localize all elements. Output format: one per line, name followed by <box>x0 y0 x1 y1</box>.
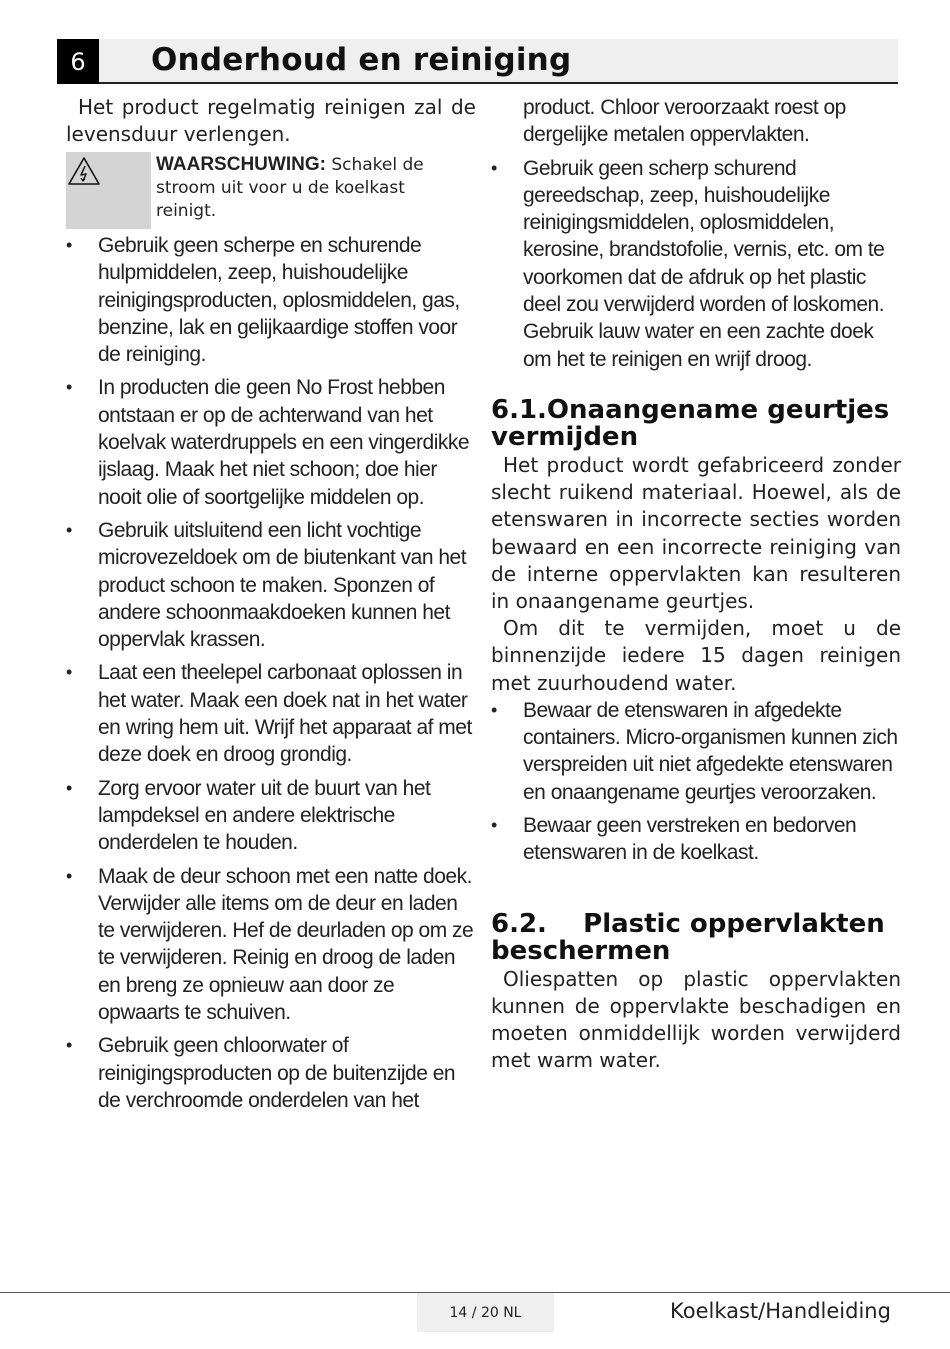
warning-icon-box <box>66 152 151 229</box>
bullet-icon: • <box>66 235 72 255</box>
section-number: 6 <box>57 39 99 84</box>
continued-list <box>491 94 901 373</box>
list-item: • Gebruik uitsluitend een licht vochtige microvezeldoek om de biutenkant van het product schoon te maken. Sponzen of andere schoonmaakdoeken kunnen het oppervlak krassen. <box>66 518 467 652</box>
list-item: • Laat een theelepel carbonaat oplossen in het water. Maak een doek nat in het water en wring hem uit. Wrijf het apparaat af met deze doek en droog grondig. <box>66 661 472 767</box>
paragraph: Oliespatten op plastic oppervlakten kunnen de oppervlakte beschadigen en moeten onmiddellijk worden verwijderd met warm water. <box>491 966 901 1073</box>
bullet-icon: • <box>491 157 497 178</box>
left-column <box>66 94 476 1120</box>
warning-triangle-lightning-icon <box>67 155 101 187</box>
section-title: Onderhoud en reiniging <box>151 42 572 78</box>
subsection-heading-6-1: 6.1.Onaangename geurtjes vermijden <box>491 394 890 452</box>
list-item: • Bewaar de etenswaren in afgedekte containers. Micro-organismen kunnen zich verspreiden uit niet afgedekte etenswaren en onaangename geurtjes veroorzaken. <box>491 698 898 804</box>
list-item: • Gebruik geen chloorwater of reinigingsproducten op de buitenzijde en de verchroomde onderdelen van het <box>66 1034 456 1112</box>
list-item-continued: product. Chloor veroorzaakt roest op dergelijke metalen oppervlakten. <box>523 96 846 147</box>
cleaning-instructions-list <box>66 232 476 1114</box>
warning-box <box>66 152 476 232</box>
list-item: • Bewaar geen verstreken en bedorven etenswaren in de koelkast. <box>491 813 857 865</box>
bullet-icon: • <box>66 777 72 798</box>
list-item: • Zorg ervoor water uit de buurt van het lampdeksel en andere elektrische onderdelen te houden. <box>66 776 431 855</box>
paragraph: Het product wordt gefabriceerd zonder slecht ruikend materiaal. Hoewel, als de etenswaren in incorrecte secties worden bewaard en een incorrecte reiniging van de interne oppervlakten kan resulteren in onaangename geurtjes. <box>491 452 901 613</box>
bullet-icon: • <box>66 662 72 683</box>
footer-title: Koelkast/Handleiding <box>670 1299 891 1323</box>
bullet-icon: • <box>66 519 72 540</box>
warning-label: WAARSCHUWING: <box>156 154 326 175</box>
list-item: • Gebruik geen scherpe en schurende hulpmiddelen, zeep, huishoudelijke reinigingsproducten, oplosmiddelen, gas, benzine, lak en gelijkaardige stoffen voor de reiniging. <box>66 234 460 367</box>
bullet-icon: • <box>66 377 72 398</box>
warning-message: Schakel de stroom uit voor u de koelkast reinigt. <box>156 155 424 221</box>
paragraph: Om dit te vermijden, moet u de binnenzijde iedere 15 dagen reinigen met zuurhoudend water. <box>491 616 901 695</box>
intro-paragraph: Het product regelmatig reinigen zal de levensduur verlengen. <box>66 95 476 146</box>
bullet-icon: • <box>66 865 72 886</box>
subsection-heading-6-2: 6.2. Plastic oppervlakten beschermen <box>491 908 894 966</box>
list-item: • In producten die geen No Frost hebben ontstaan er op de achterwand van het koelvak waterdruppels en een vingerdikke ijslaag. Maak het niet schoon; doe hier nooit olie of soortgelijke middelen op. <box>66 376 470 509</box>
warning-text <box>156 153 456 223</box>
odor-tips-list <box>491 697 901 867</box>
bullet-icon: • <box>491 814 497 835</box>
list-item: • Gebruik geen scherp schurend gereedschap, zeep, huishoudelijke reinigingsmiddelen, oplosmiddelen, kerosine, brandstofolie, vernis, etc. om te voorkomen dat de afdruk op het plastic deel zou verwijderd worden of loskomen. Gebruik lauw water en een zachte doek om het te reinigen en wrijf droog. <box>491 156 885 371</box>
right-column <box>491 94 901 1074</box>
bullet-icon: • <box>491 699 497 720</box>
page-number: 14 / 20 NL <box>417 1293 554 1332</box>
list-item: • Maak de deur schoon met een natte doek. Verwijder alle items om de deur en laden te verwijderen. Hef de deurladen op om ze te verwijderen. Reinig en droog de laden en breng ze opnieuw aan door ze opwaarts te schuiven. <box>66 864 474 1025</box>
bullet-icon: • <box>66 1035 72 1056</box>
